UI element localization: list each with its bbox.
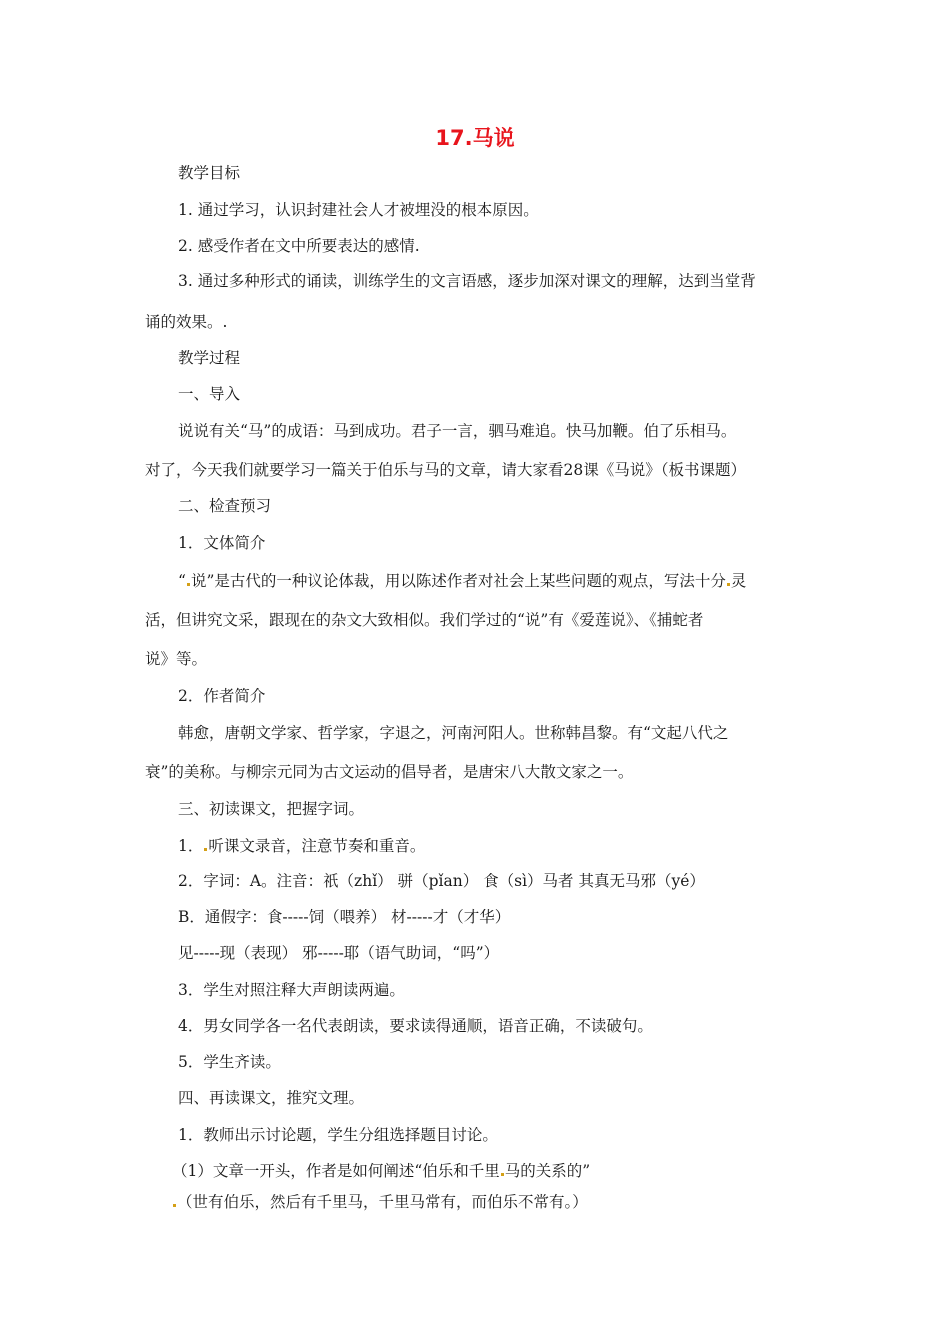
discussion-question-1 xyxy=(172,1161,590,1181)
reading-step-2-tongjia-1: B．通假字：食-----饲（喂养） 材-----才（才华） xyxy=(178,908,511,926)
step-number: 1． xyxy=(178,837,204,855)
subheading-genre: 1．文体简介 xyxy=(178,534,266,552)
reading-step-2-pronunciation: 2．字词：A。注音：祇（zhǐ） 骈（pǐan） 食（sì）马者 其真无马邪（yé） xyxy=(178,872,705,890)
reading-step-3: 3．学生对照注释大声朗读两遍。 xyxy=(178,981,405,999)
heading-second-reading: 四、再读课文，推究文理。 xyxy=(178,1089,365,1107)
question-text-a: （1）文章一开头，作者是如何阐述“伯乐和千里 xyxy=(172,1162,500,1180)
mark-dot xyxy=(173,1204,176,1207)
genre-paragraph-line-2: 活，但讲究文采，跟现在的杂文大致相似。我们学过的“说”有《爱莲说》、《捕蛇者 xyxy=(145,611,704,629)
question-text-b: 马的关系的” xyxy=(504,1162,591,1180)
discussion-step-1: 1．教师出示讨论题，学生分组选择题目讨论。 xyxy=(178,1126,498,1144)
reading-step-1 xyxy=(178,836,425,856)
subheading-author: 2．作者简介 xyxy=(178,687,266,705)
mark-dot xyxy=(501,1173,504,1176)
mark-dot xyxy=(727,583,730,586)
section-heading-process: 教学过程 xyxy=(178,349,241,367)
goal-item-3: 3. 通过多种形式的诵读，训练学生的文言语感，逐步加深对课文的理解，达到当堂背 xyxy=(178,272,756,290)
section-heading-goals: 教学目标 xyxy=(178,164,241,182)
heading-intro: 一、导入 xyxy=(178,385,241,403)
open-quote: “ xyxy=(178,572,186,590)
goal-item-1: 1. 通过学习，认识封建社会人才被埋没的根本原因。 xyxy=(178,201,539,219)
genre-paragraph-line-3: 说》等。 xyxy=(145,650,208,668)
answer-text: （世有伯乐，然后有千里马，千里马常有，而伯乐不常有。） xyxy=(177,1193,588,1211)
document-title: 17.马说 xyxy=(435,126,515,150)
mark-dot xyxy=(204,848,207,851)
reading-step-5: 5．学生齐读。 xyxy=(178,1053,281,1071)
goal-item-2: 2. 感受作者在文中所要表达的感情. xyxy=(178,237,420,255)
step-text: 听课文录音，注意节奏和重音。 xyxy=(208,837,426,855)
goal-item-3-cont: 诵的效果。. xyxy=(145,313,228,331)
mark-dot xyxy=(187,583,190,586)
discussion-answer-1 xyxy=(172,1192,588,1212)
heading-preview-check: 二、检查预习 xyxy=(178,497,272,515)
author-paragraph-line-2: 衰”的美称。与柳宗元同为古文运动的倡导者，是唐宋八大散文家之一。 xyxy=(145,763,634,781)
intro-paragraph-line-2: 对了，今天我们就要学习一篇关于伯乐与马的文章，请大家看28课《马说》（板书课题） xyxy=(145,461,746,479)
genre-text-b: 灵 xyxy=(730,572,747,590)
genre-paragraph-line-1 xyxy=(178,571,746,591)
reading-step-2-tongjia-2: 见-----现（表现） 邪-----耶（语气助词，“吗”） xyxy=(178,944,500,962)
author-paragraph-line-1: 韩愈，唐朝文学家、哲学家，字退之，河南河阳人。世称韩昌黎。有“文起八代之 xyxy=(178,724,729,742)
reading-step-4: 4．男女同学各一名代表朗读，要求读得通顺，语音正确，不读破句。 xyxy=(178,1017,653,1035)
intro-paragraph-line-1: 说说有关“马”的成语：马到成功。君子一言，驷马难追。快马加鞭。伯了乐相马。 xyxy=(178,422,737,440)
heading-first-reading: 三、初读课文，把握字词。 xyxy=(178,800,365,818)
genre-text-a: 说”是古代的一种议论体裁，用以陈述作者对社会上某些问题的观点，写法十分 xyxy=(190,572,726,590)
